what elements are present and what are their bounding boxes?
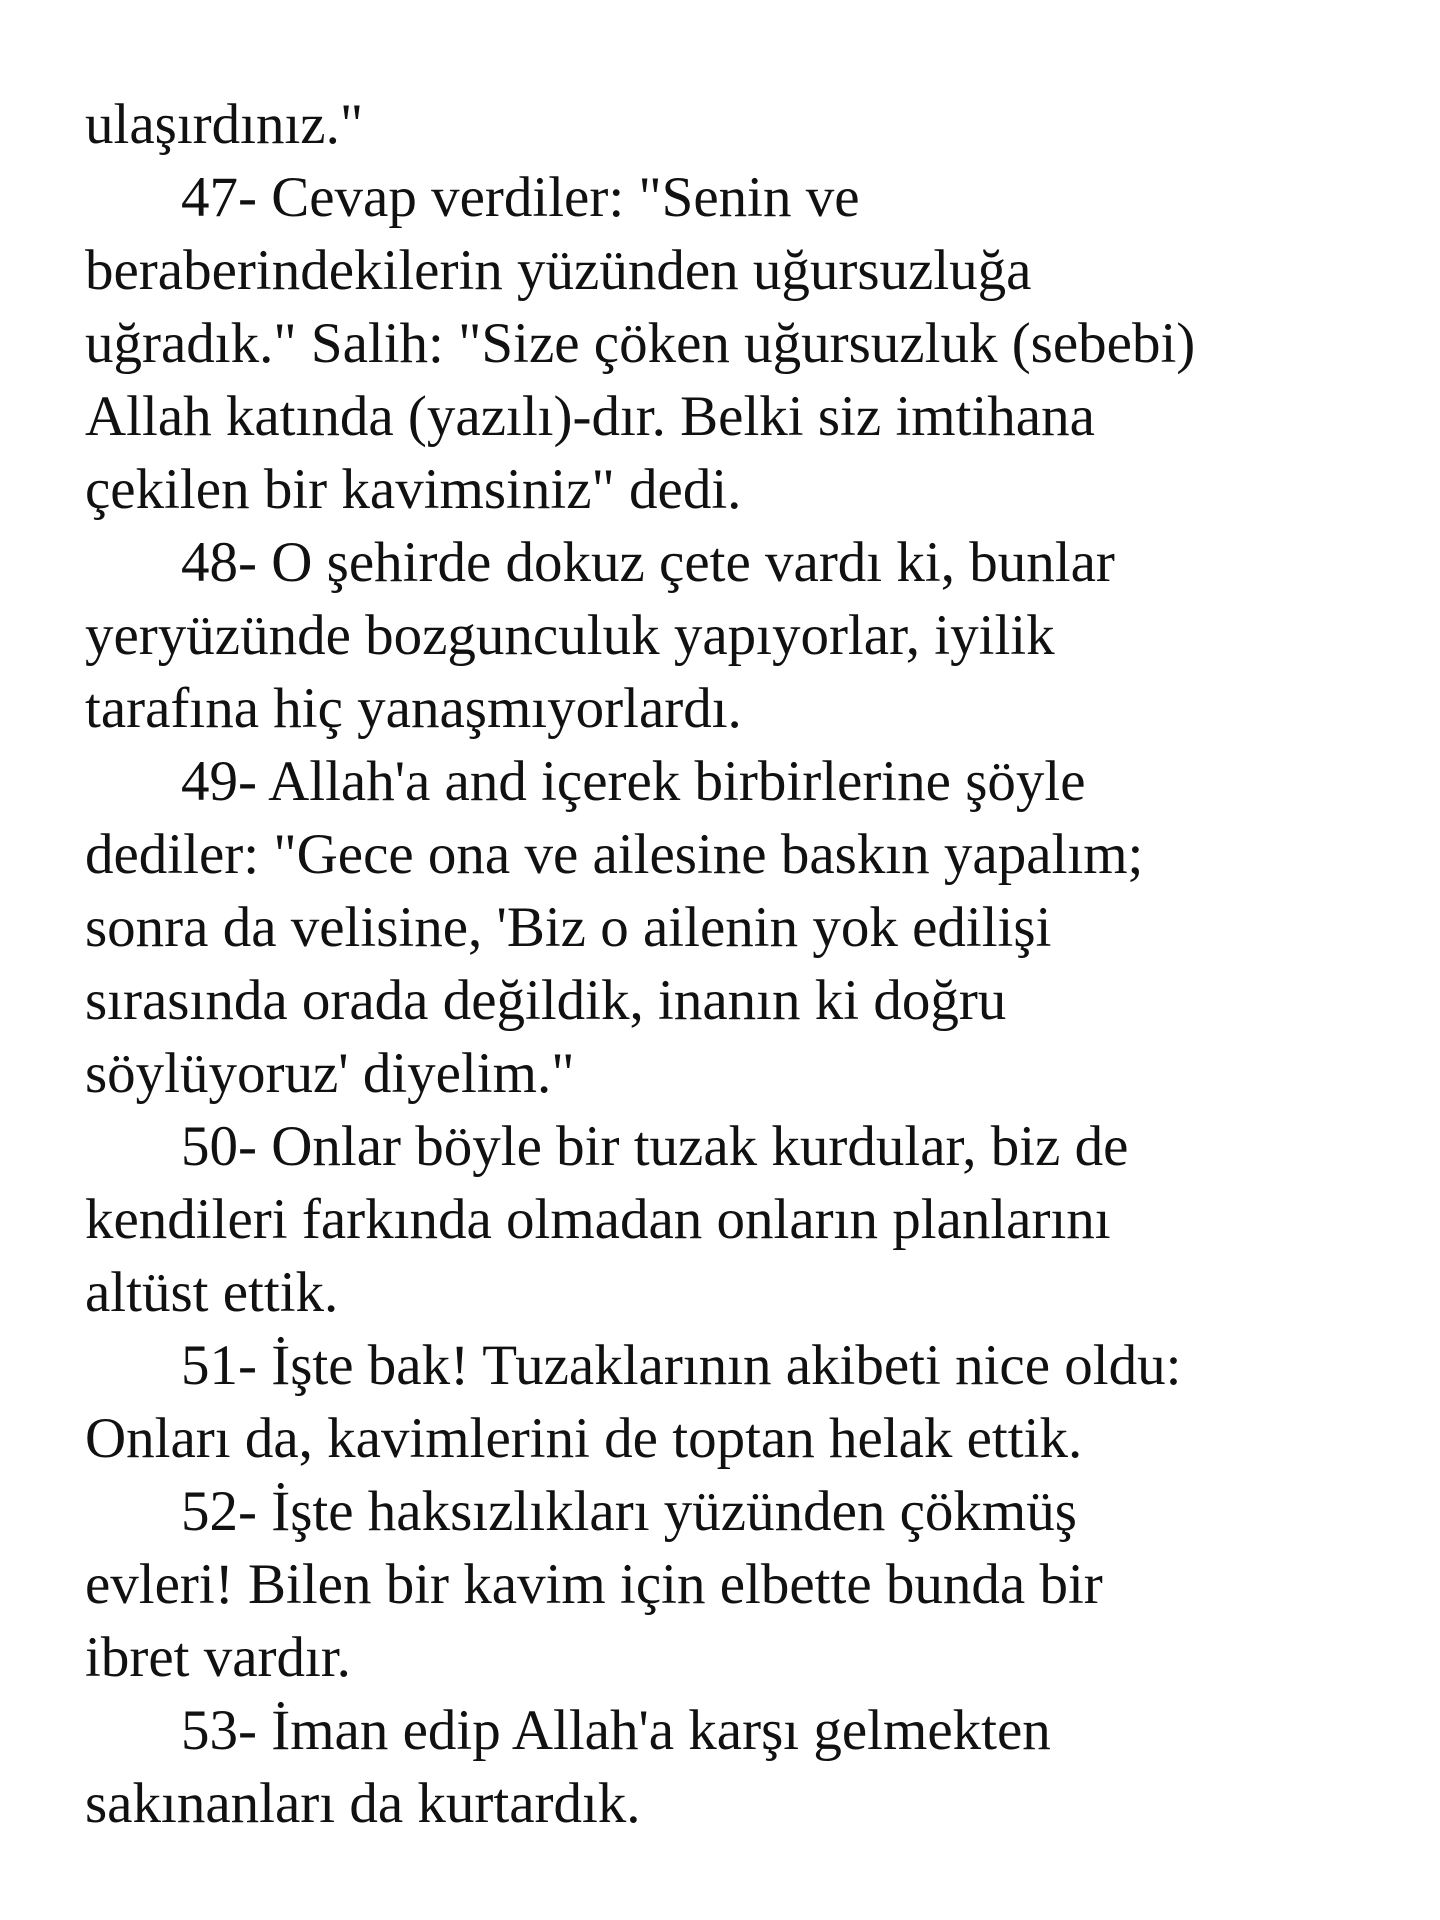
verse-50: 50- Onlar böyle bir tuzak kurdular, biz de kendileri farkında olmadan onların planlarını altüst ettik. <box>85 1115 1129 1324</box>
verse-51: 51- İşte bak! Tuzaklarının akibeti nice oldu: Onları da, kavimlerini de toptan helak ettik. <box>85 1334 1182 1470</box>
verse-52: 52- İşte haksızlıkları yüzünden çökmüş evleri! Bilen bir kavim için elbette bunda bir ibret vardır. <box>85 1480 1103 1689</box>
verse-49: 49- Allah'a and içerek birbirlerine şöyle dediler: "Gece ona ve ailesine baskın yapalım; sonra da velisine, 'Biz o ailenin yok edilişi sırasında orada değildik, inanın ki doğru söylüyoruz' diyelim." <box>85 750 1144 1105</box>
verse-53: 53- İman edip Allah'a karşı gelmekten sakınanları da kurtardık. <box>85 1699 1051 1835</box>
document-page <box>85 88 1385 1840</box>
verse-48: 48- O şehirde dokuz çete vardı ki, bunlar yeryüzünde bozgunculuk yapıyorlar, iyilik tarafına hiç yanaşmıyorlardı. <box>85 531 1115 740</box>
verse-47: 47- Cevap verdiler: "Senin ve beraberindekilerin yüzünden uğursuzluğa uğradık." Salih: "Size çöken uğursuzluk (sebebi) Allah katında (yazılı)-dır. Belki siz imtihana çekilen bir kavimsiniz" dedi. <box>85 166 1196 521</box>
paragraph-continuation: ulaşırdınız." <box>85 93 364 156</box>
